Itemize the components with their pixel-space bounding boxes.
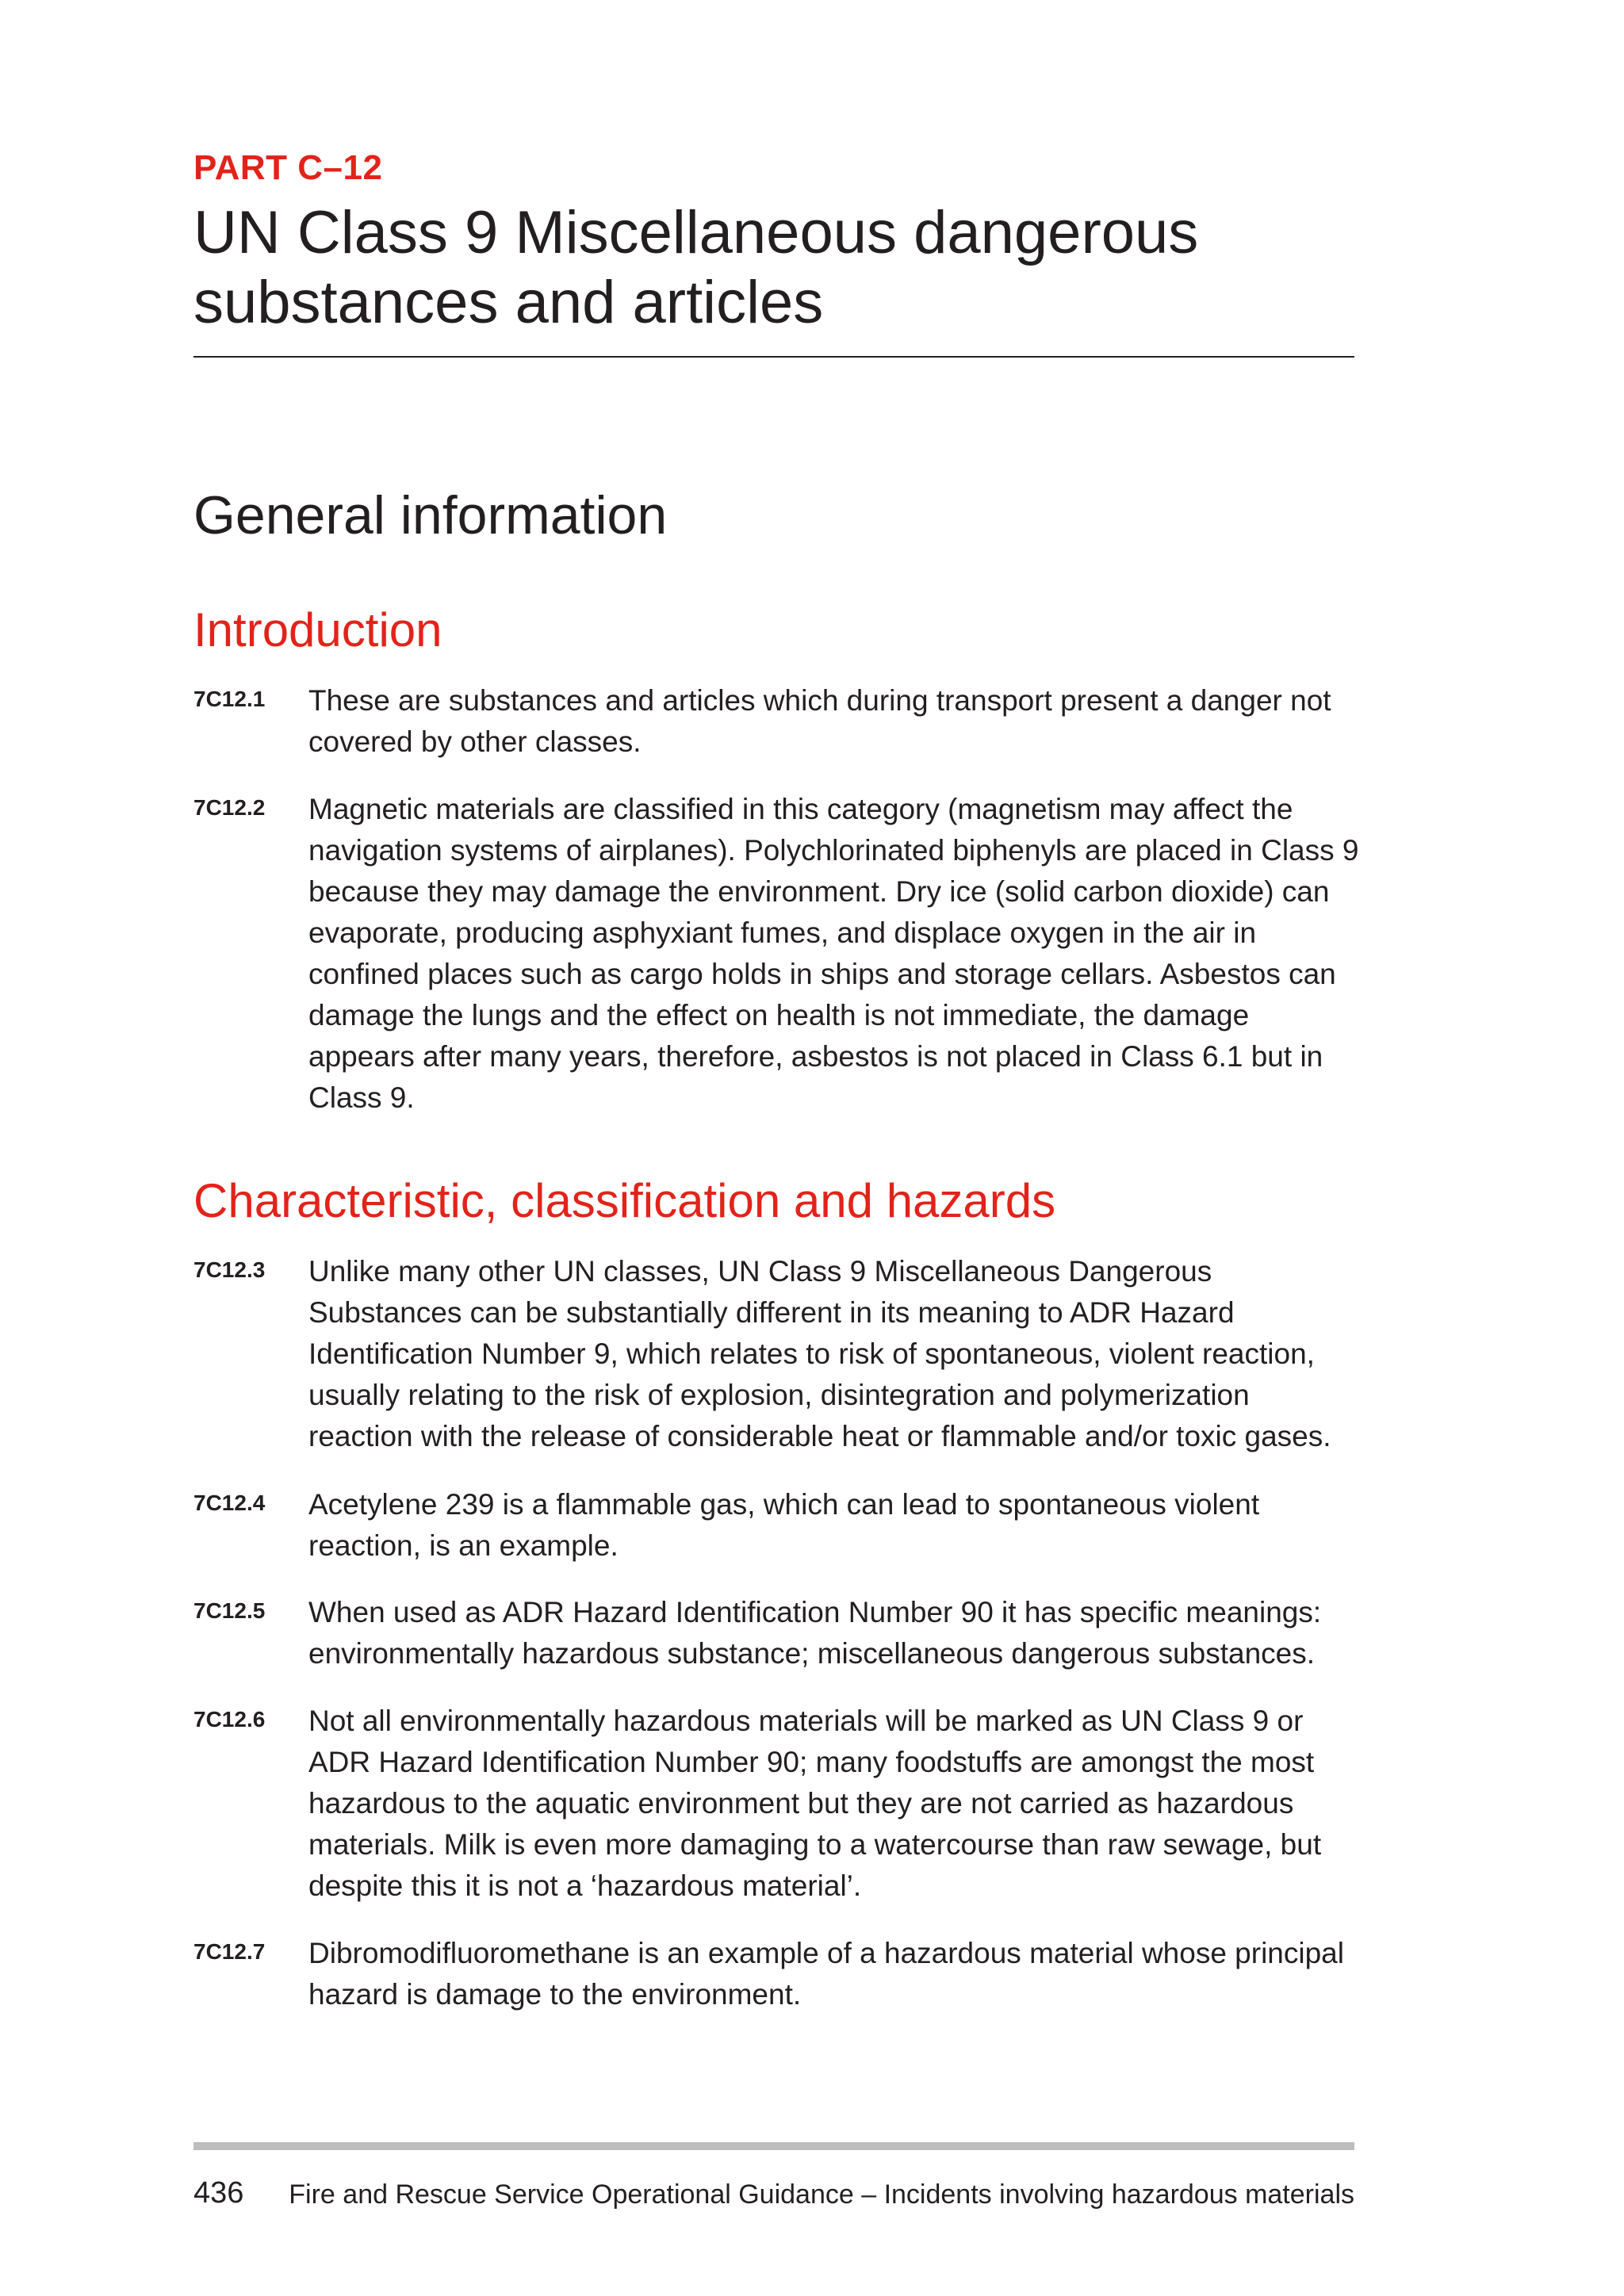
paragraph-number: 7C12.2 xyxy=(193,795,266,820)
paragraph-number: 7C12.5 xyxy=(193,1598,266,1623)
subsection-heading-characteristics: Characteristic, classification and hazards xyxy=(193,1174,1056,1227)
page-title: UN Class 9 Miscellaneous dangerous substances and articles xyxy=(193,199,1199,336)
paragraph-text: Magnetic materials are classified in this category (magnetism may affect the navigation systems of airplanes). Polychlorinated biphenyls are placed in Class 9 because they may damage the environment. Dry ice (solid carbon dioxide) can evaporate, producing asphyxiant fumes, and displace oxygen in the air in confined places such as cargo holds in ships and storage cellars. Asbestos can damage the lungs and the effect on health is not immediate, the damage appears after many years, therefore, asbestos is not placed in Class 6.1 but in Class 9. xyxy=(308,793,1359,1114)
footer-divider xyxy=(193,2142,1354,2150)
paragraph-text: Acetylene 239 is a flammable gas, which can lead to spontaneous violent reaction, is an example. xyxy=(308,1488,1260,1562)
section-heading-general-information: General information xyxy=(193,485,668,545)
paragraph-number: 7C12.4 xyxy=(193,1490,266,1515)
page-number: 436 xyxy=(193,2176,244,2210)
paragraph-text: When used as ADR Hazard Identification Number 90 it has specific meanings: environmentally hazardous substance; miscellaneous dangerous substances. xyxy=(308,1596,1322,1670)
title-divider xyxy=(193,356,1354,358)
part-label: PART C–12 xyxy=(193,148,383,187)
paragraph-text: Unlike many other UN classes, UN Class 9 Miscellaneous Dangerous Substances can be substantially different in its meaning to ADR Hazard Identification Number 9, which relates to risk of spontaneous, violent reaction, usually relating to the risk of explosion, disintegration and polymerization reaction with the release of considerable heat or flammable and/or toxic gases. xyxy=(308,1255,1331,1452)
paragraph-number: 7C12.6 xyxy=(193,1707,266,1732)
paragraph-text: Dibromodifluoromethane is an example of a hazardous material whose principal hazard is damage to the environment. xyxy=(308,1937,1344,2011)
footer-publication-title: Fire and Rescue Service Operational Guidance – Incidents involving hazardous materials xyxy=(289,2179,1354,2210)
paragraph-number: 7C12.7 xyxy=(193,1939,266,1964)
paragraph-number: 7C12.3 xyxy=(193,1257,266,1282)
subsection-heading-introduction: Introduction xyxy=(193,603,442,656)
paragraph-text: Not all environmentally hazardous materials will be marked as UN Class 9 or ADR Hazard Identification Number 90; many foodstuffs are amongst the most hazardous to the aquatic environment but they are not carried as hazardous materials. Milk is even more damaging to a watercourse than raw sewage, but despite this it is not a ‘hazardous material’. xyxy=(308,1705,1322,1902)
paragraph-number: 7C12.1 xyxy=(193,687,266,711)
paragraph-text: These are substances and articles which during transport present a danger not covered by other classes. xyxy=(308,684,1331,758)
